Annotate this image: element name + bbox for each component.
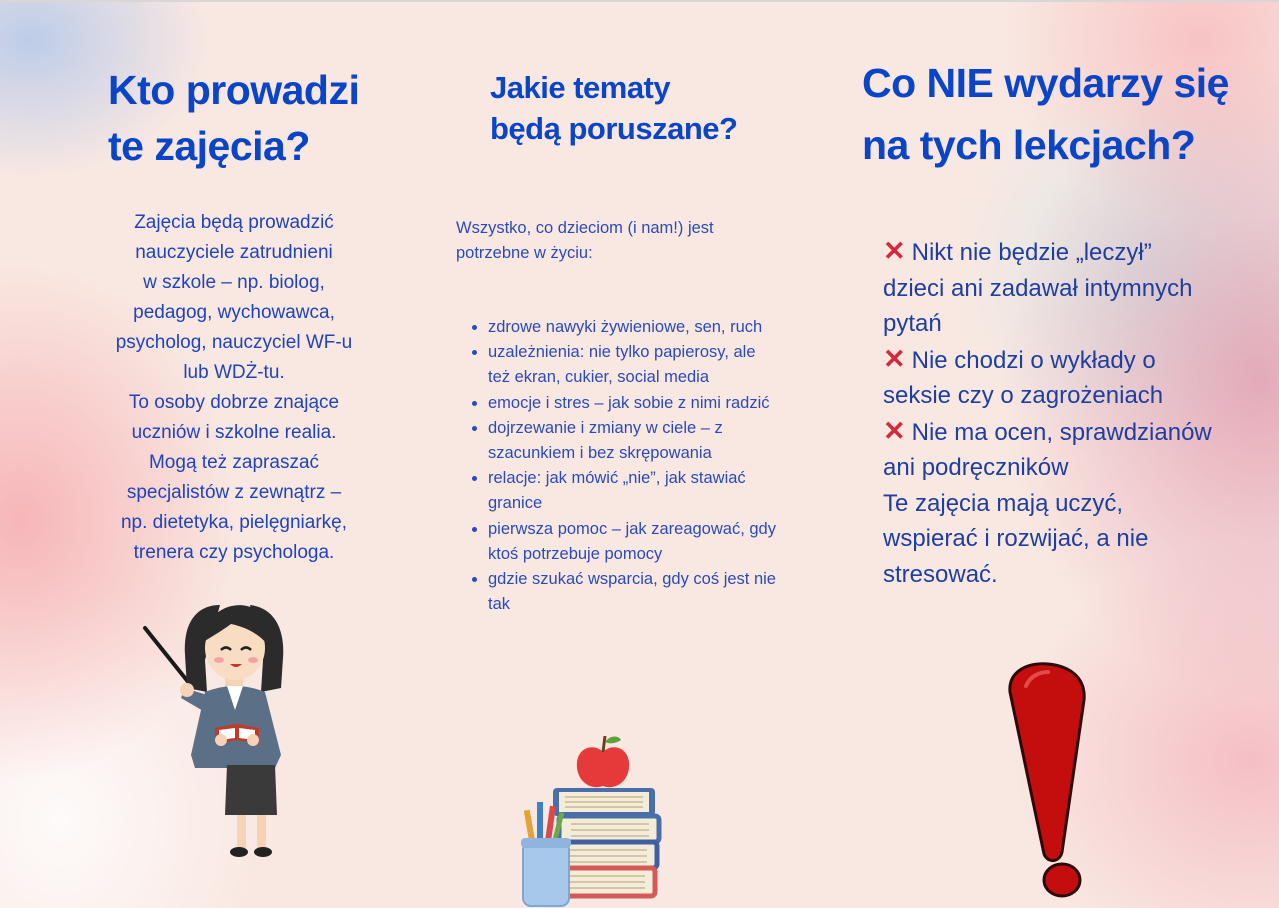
will-not-happen-list xyxy=(883,234,1213,592)
topic-item: • emocje i stres – jak sobie z nimi radzić xyxy=(488,391,778,416)
red-cross-icon: ✕ xyxy=(883,415,906,446)
who-leads-paragraph xyxy=(96,208,372,568)
topics-intro: Wszystko, co dzieciom (i nam!) jest potrzebne w życiu: xyxy=(456,219,714,262)
who-leads-line: uczniów i szkolne realia. xyxy=(131,422,337,443)
who-leads-line: nauczyciele zatrudnieni xyxy=(135,242,333,263)
will-not-happen-item xyxy=(883,234,1213,342)
will-not-happen-title xyxy=(862,52,1272,176)
who-leads-line: pedagog, wychowawca, xyxy=(133,302,335,323)
top-border xyxy=(0,0,1279,2)
topics-title xyxy=(490,67,810,149)
topics-title-line2: będą poruszane? xyxy=(490,111,738,146)
who-leads-line: w szkole – np. biolog, xyxy=(143,272,325,293)
exclamation-mark-icon xyxy=(1000,662,1095,902)
red-cross-icon: ✕ xyxy=(883,236,906,266)
teacher-illustration xyxy=(135,600,305,862)
topics-list xyxy=(466,315,778,617)
topic-item: • gdzie szukać wsparcia, gdy coś jest nie tak xyxy=(488,567,778,617)
who-leads-line: Mogą też zapraszać xyxy=(148,452,320,473)
who-leads-line: psycholog, nauczyciel WF-u xyxy=(115,332,353,353)
topic-item: • pierwsza pomoc – jak zareagować, gdy ktoś potrzebuje pomocy xyxy=(488,517,778,567)
topic-item: • dojrzewanie i zmiany w ciele – z szacunkiem i bez skrępowania xyxy=(488,416,778,466)
red-cross-icon: ✕ xyxy=(883,343,906,374)
who-leads-line: trenera czy psychologa. xyxy=(133,542,335,563)
will-not-happen-item-text: Nie ma ocen, sprawdzianów ani podręczników xyxy=(883,418,1212,481)
who-leads-title-line2: te zajęcia? xyxy=(108,123,310,169)
will-not-happen-title-line2: na tych lekcjach? xyxy=(862,122,1196,168)
will-not-happen-item xyxy=(883,414,1213,486)
who-leads-line: To osoby dobrze znające xyxy=(128,392,340,413)
topic-item: • zdrowe nawyki żywieniowe, sen, ruch xyxy=(488,315,778,340)
closing-statement: Te zajęcia mają uczyć, wspierać i rozwijać, a nie stresować. xyxy=(883,489,1149,588)
books-apple-pencils-illustration xyxy=(515,730,665,908)
will-not-happen-item xyxy=(883,342,1213,414)
will-not-happen-item-text: Nikt nie będzie „leczył” dzieci ani zadawał intymnych pytań xyxy=(883,239,1193,337)
who-leads-line: lub WDŻ-tu. xyxy=(183,362,285,383)
topic-item: • relacje: jak mówić „nie”, jak stawiać granice xyxy=(488,466,778,516)
topic-item: • uzależnienia: nie tylko papierosy, ale też ekran, cukier, social media xyxy=(488,340,778,390)
topics-title-line1: Jakie tematy xyxy=(490,70,671,105)
who-leads-line: Zajęcia będą prowadzić xyxy=(134,212,334,233)
who-leads-line: np. dietetyka, pielęgniarkę, xyxy=(120,512,348,533)
who-leads-title xyxy=(108,62,438,174)
who-leads-line: specjalistów z zewnątrz – xyxy=(126,482,342,503)
will-not-happen-item-text: Nie chodzi o wykłady o seksie czy o zagrożeniach xyxy=(883,346,1164,409)
who-leads-title-line1: Kto prowadzi xyxy=(108,67,360,113)
will-not-happen-title-line1: Co NIE wydarzy się xyxy=(862,60,1229,106)
